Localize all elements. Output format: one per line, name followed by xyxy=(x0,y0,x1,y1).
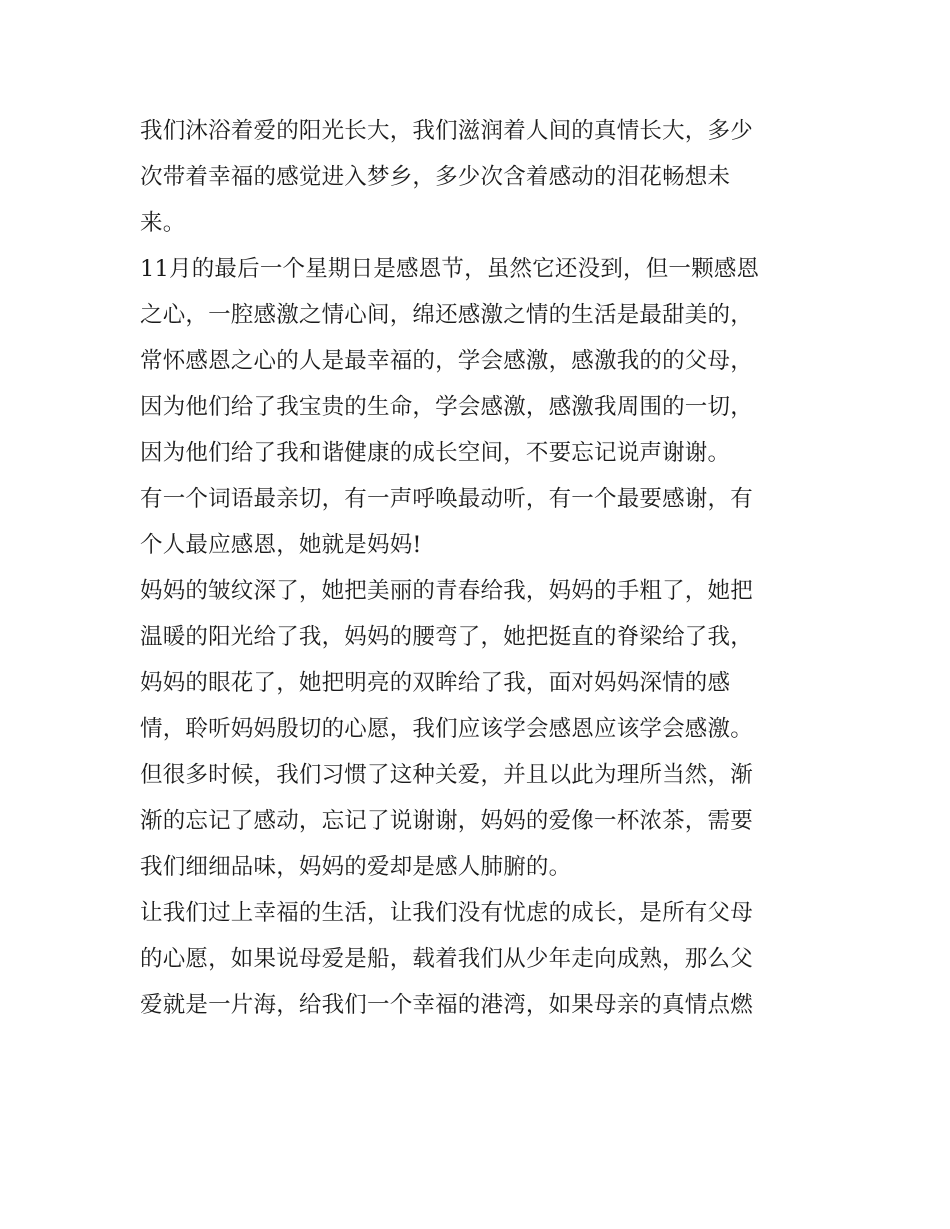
paragraph-1 xyxy=(140,108,816,246)
text-line: 妈妈的眼花了，她把明亮的双眸给了我，面对妈妈深情的感 xyxy=(140,670,731,696)
text-line: 情，聆听妈妈殷切的心愿，我们应该学会感恩应该学会感激。 xyxy=(140,716,753,742)
document-body xyxy=(140,108,816,1028)
text-line: 但很多时候，我们习惯了这种关爱，并且以此为理所当然，渐 xyxy=(140,762,753,788)
text-line: 渐的忘记了感动，忘记了说谢谢，妈妈的爱像一杯浓茶，需要 xyxy=(140,808,753,834)
text-line: 妈妈的皱纹深了，她把美丽的青春给我，妈妈的手粗了，她把 xyxy=(140,578,753,604)
paragraph-3 xyxy=(140,476,816,568)
paragraph-5 xyxy=(140,752,816,890)
text-line: 温暖的阳光给了我，妈妈的腰弯了，她把挺直的脊梁给了我， xyxy=(140,624,753,650)
text-line: 11月的最后一个星期日是感恩节，虽然它还没到，但一颗感恩 xyxy=(140,256,760,282)
paragraph-2 xyxy=(140,246,816,476)
text-line: 我们细细品味，妈妈的爱却是感人肺腑的。 xyxy=(140,854,572,880)
text-line: 因为他们给了我宝贵的生命，学会感激，感激我周围的一切， xyxy=(140,394,753,420)
text-line: 的心愿，如果说母爱是船，载着我们从少年走向成熟，那么父 xyxy=(140,946,753,972)
text-line: 个人最应感恩，她就是妈妈! xyxy=(140,532,422,558)
text-line: 让我们过上幸福的生活，让我们没有忧虑的成长，是所有父母 xyxy=(140,900,753,926)
text-line: 我们沐浴着爱的阳光长大，我们滋润着人间的真情长大，多少 xyxy=(140,118,753,144)
paragraph-6 xyxy=(140,890,816,1028)
text-line: 爱就是一片海，给我们一个幸福的港湾，如果母亲的真情点燃 xyxy=(140,992,753,1018)
text-line: 来。 xyxy=(140,210,186,236)
text-line: 因为他们给了我和谐健康的成长空间，不要忘记说声谢谢。 xyxy=(140,440,731,466)
text-line: 常怀感恩之心的人是最幸福的，学会感激，感激我的的父母， xyxy=(140,348,753,374)
text-line: 次带着幸福的感觉进入梦乡，多少次含着感动的泪花畅想未 xyxy=(140,164,731,190)
text-line: 有一个词语最亲切，有一声呼唤最动听，有一个最要感谢，有 xyxy=(140,486,753,512)
paragraph-4 xyxy=(140,568,816,752)
text-line: 之心，一腔感激之情心间，绵还感激之情的生活是最甜美的， xyxy=(140,302,753,328)
